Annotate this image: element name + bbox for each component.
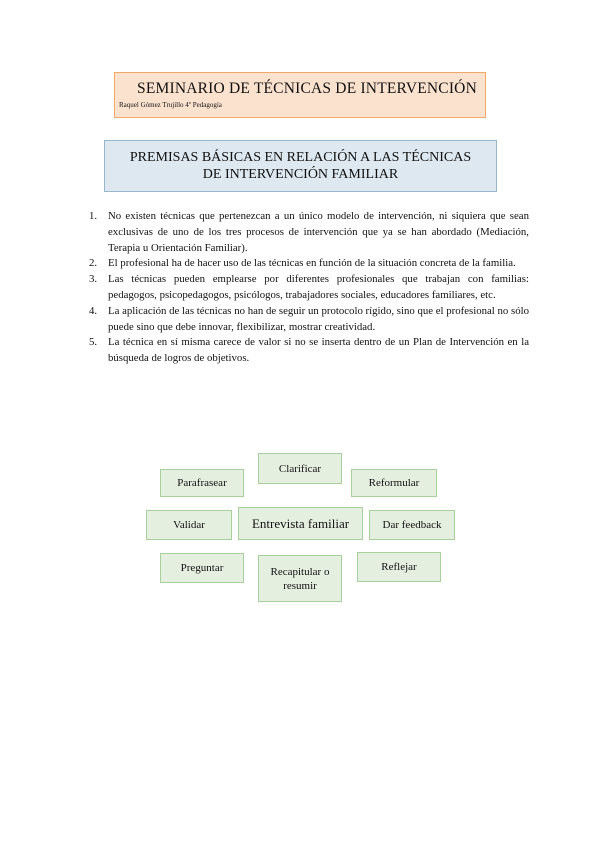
list-item xyxy=(84,304,529,336)
node-dar-feedback: Dar feedback xyxy=(369,510,455,540)
list-item-text: El profesional ha de hacer uso de las técnicas en función de la situación concreta de la familia. xyxy=(108,257,516,270)
header-author: Raquel Gómez Trujillo 4º Pedagogía xyxy=(119,101,222,109)
list-item-text: La aplicación de las técnicas no han de seguir un protocolo rígido, sino que el profesional no sólo puede sino que debe innovar, flexibilizar, mostrar creatividad. xyxy=(108,304,529,333)
premisas-box xyxy=(104,140,497,192)
list-item-number: 5. xyxy=(89,336,98,349)
node-validar: Validar xyxy=(146,510,232,540)
list-item-number: 3. xyxy=(89,273,98,286)
list-item-text: Las técnicas pueden emplearse por diferentes profesionales que trabajan con familias: pedagogos, psicopedagogos, psicólogos, trabajadores sociales, educadores familiares, etc. xyxy=(108,273,529,301)
node-reflejar: Reflejar xyxy=(357,552,441,582)
node-clarificar: Clarificar xyxy=(258,453,342,484)
list-item-number: 1. xyxy=(89,210,98,222)
list-item-number: 4. xyxy=(89,304,98,317)
node-parafrasear: Parafrasear xyxy=(160,469,244,497)
premisas-list xyxy=(84,209,529,367)
node-reformular: Reformular xyxy=(351,469,437,497)
list-item-text: La técnica en sí misma carece de valor si no se inserta dentro de un Plan de Intervención en la búsqueda de logros de objetivos. xyxy=(108,336,529,365)
list-item xyxy=(84,335,529,367)
list-item-text: No existen técnicas que pertenezcan a un único modelo de intervención, ni siquiera que sean exclusivas de uno de los tres procesos de intervención que ya se han abordado (Mediación, Terapia u Orientación Familiar). xyxy=(108,210,529,254)
list-item xyxy=(84,209,529,256)
header-box xyxy=(114,72,486,118)
node-preguntar: Preguntar xyxy=(160,553,244,583)
premisas-title: PREMISAS BÁSICAS EN RELACIÓN A LAS TÉCNICAS DE INTERVENCIÓN FAMILIAR xyxy=(129,150,472,182)
list-item xyxy=(84,256,529,272)
header-title: SEMINARIO DE TÉCNICAS DE INTERVENCIÓN xyxy=(137,80,477,97)
list-item xyxy=(84,272,529,304)
node-recapitular: Recapitular o resumir xyxy=(258,555,342,602)
node-entrevista-familiar: Entrevista familiar xyxy=(238,507,363,540)
list-item-number: 2. xyxy=(89,257,98,270)
